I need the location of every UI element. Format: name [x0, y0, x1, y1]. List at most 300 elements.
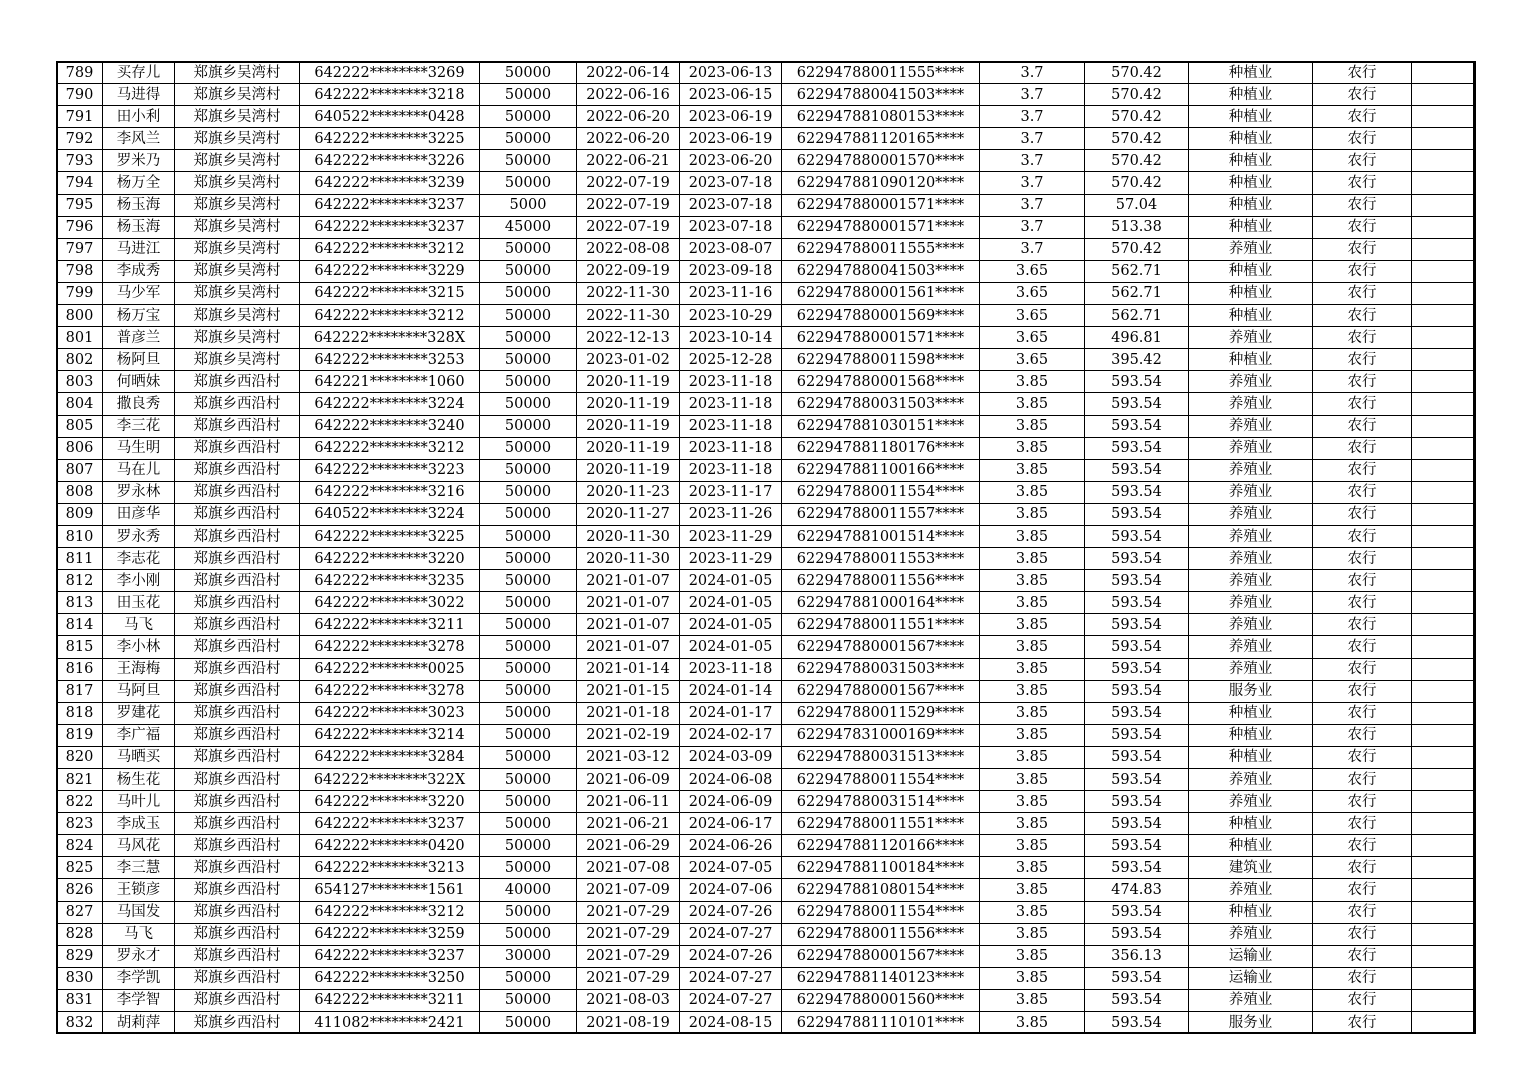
end-date-cell: 2023-08-07 — [680, 238, 782, 260]
loan-amount-cell: 5000 — [480, 194, 577, 216]
name-cell: 李成玉 — [103, 813, 175, 835]
industry-cell: 种植业 — [1189, 349, 1313, 371]
account-cell: 622947881120165**** — [782, 128, 980, 150]
seq-cell: 820 — [57, 746, 103, 768]
start-date-cell: 2021-06-21 — [577, 813, 680, 835]
seq-cell: 791 — [57, 106, 103, 128]
industry-cell: 建筑业 — [1189, 857, 1313, 879]
loan-amount-cell: 50000 — [480, 481, 577, 503]
table-row — [57, 415, 1476, 437]
village-cell: 郑旗乡西沿村 — [175, 525, 300, 547]
end-date-cell: 2023-11-18 — [680, 437, 782, 459]
rate-cell: 3.7 — [980, 150, 1085, 172]
seq-cell: 805 — [57, 415, 103, 437]
start-date-cell: 2022-07-19 — [577, 194, 680, 216]
end-date-cell: 2023-11-18 — [680, 459, 782, 481]
remark-cell — [1412, 879, 1476, 901]
table-row — [57, 702, 1476, 724]
name-cell: 何晒妹 — [103, 371, 175, 393]
account-cell: 622947881080154**** — [782, 879, 980, 901]
rate-cell: 3.7 — [980, 216, 1085, 238]
end-date-cell: 2024-07-06 — [680, 879, 782, 901]
account-cell: 622947881090120**** — [782, 172, 980, 194]
loan-amount-cell: 50000 — [480, 680, 577, 702]
loan-amount-cell: 50000 — [480, 238, 577, 260]
industry-cell: 养殖业 — [1189, 437, 1313, 459]
rate-cell: 3.65 — [980, 327, 1085, 349]
table-row — [57, 967, 1476, 989]
seq-cell: 806 — [57, 437, 103, 459]
interest-cell: 593.54 — [1085, 548, 1189, 570]
rate-cell: 3.85 — [980, 879, 1085, 901]
industry-cell: 养殖业 — [1189, 791, 1313, 813]
seq-cell: 813 — [57, 592, 103, 614]
seq-cell: 817 — [57, 680, 103, 702]
start-date-cell: 2022-06-21 — [577, 150, 680, 172]
name-cell: 李学智 — [103, 989, 175, 1011]
loan-amount-cell: 50000 — [480, 570, 577, 592]
end-date-cell: 2023-06-15 — [680, 84, 782, 106]
remark-cell — [1412, 349, 1476, 371]
bank-cell: 农行 — [1313, 791, 1412, 813]
remark-cell — [1412, 305, 1476, 327]
table-row — [57, 813, 1476, 835]
name-cell: 王海梅 — [103, 658, 175, 680]
village-cell: 郑旗乡吴湾村 — [175, 150, 300, 172]
name-cell: 李志花 — [103, 548, 175, 570]
interest-cell: 593.54 — [1085, 769, 1189, 791]
seq-cell: 793 — [57, 150, 103, 172]
table-row — [57, 548, 1476, 570]
end-date-cell: 2023-11-18 — [680, 371, 782, 393]
industry-cell: 种植业 — [1189, 62, 1313, 84]
id-number-cell: 642222********3278 — [300, 680, 480, 702]
table-row — [57, 260, 1476, 282]
loan-amount-cell: 50000 — [480, 62, 577, 84]
seq-cell: 821 — [57, 769, 103, 791]
id-number-cell: 642222********3211 — [300, 614, 480, 636]
rate-cell: 3.85 — [980, 481, 1085, 503]
industry-cell: 运输业 — [1189, 967, 1313, 989]
remark-cell — [1412, 128, 1476, 150]
village-cell: 郑旗乡西沿村 — [175, 592, 300, 614]
end-date-cell: 2023-11-18 — [680, 415, 782, 437]
loan-amount-cell: 50000 — [480, 415, 577, 437]
table-row — [57, 150, 1476, 172]
seq-cell: 799 — [57, 282, 103, 304]
remark-cell — [1412, 371, 1476, 393]
name-cell: 李小林 — [103, 636, 175, 658]
industry-cell: 种植业 — [1189, 172, 1313, 194]
id-number-cell: 654127********1561 — [300, 879, 480, 901]
name-cell: 马在儿 — [103, 459, 175, 481]
rate-cell: 3.7 — [980, 172, 1085, 194]
id-number-cell: 642222********3284 — [300, 746, 480, 768]
industry-cell: 种植业 — [1189, 282, 1313, 304]
village-cell: 郑旗乡西沿村 — [175, 658, 300, 680]
seq-cell: 808 — [57, 481, 103, 503]
remark-cell — [1412, 901, 1476, 923]
start-date-cell: 2022-06-14 — [577, 62, 680, 84]
account-cell: 622947880001571**** — [782, 194, 980, 216]
industry-cell: 养殖业 — [1189, 570, 1313, 592]
loan-amount-cell: 50000 — [480, 305, 577, 327]
name-cell: 李三慧 — [103, 857, 175, 879]
end-date-cell: 2023-09-18 — [680, 260, 782, 282]
interest-cell: 570.42 — [1085, 128, 1189, 150]
interest-cell: 593.54 — [1085, 658, 1189, 680]
village-cell: 郑旗乡西沿村 — [175, 945, 300, 967]
end-date-cell: 2023-06-13 — [680, 62, 782, 84]
village-cell: 郑旗乡西沿村 — [175, 437, 300, 459]
industry-cell: 种植业 — [1189, 746, 1313, 768]
start-date-cell: 2021-02-19 — [577, 724, 680, 746]
loan-amount-cell: 50000 — [480, 327, 577, 349]
interest-cell: 562.71 — [1085, 282, 1189, 304]
village-cell: 郑旗乡西沿村 — [175, 636, 300, 658]
name-cell: 田玉花 — [103, 592, 175, 614]
table-row — [57, 989, 1476, 1011]
industry-cell: 养殖业 — [1189, 393, 1313, 415]
industry-cell: 养殖业 — [1189, 614, 1313, 636]
bank-cell: 农行 — [1313, 746, 1412, 768]
village-cell: 郑旗乡西沿村 — [175, 989, 300, 1011]
start-date-cell: 2021-01-07 — [577, 614, 680, 636]
remark-cell — [1412, 592, 1476, 614]
start-date-cell: 2021-01-07 — [577, 636, 680, 658]
rate-cell: 3.85 — [980, 702, 1085, 724]
remark-cell — [1412, 481, 1476, 503]
interest-cell: 593.54 — [1085, 393, 1189, 415]
bank-cell: 农行 — [1313, 459, 1412, 481]
bank-cell: 农行 — [1313, 769, 1412, 791]
account-cell: 622947881001514**** — [782, 525, 980, 547]
start-date-cell: 2020-11-19 — [577, 371, 680, 393]
end-date-cell: 2024-01-05 — [680, 614, 782, 636]
id-number-cell: 642222********3211 — [300, 989, 480, 1011]
table-row — [57, 106, 1476, 128]
interest-cell: 593.54 — [1085, 746, 1189, 768]
seq-cell: 827 — [57, 901, 103, 923]
remark-cell — [1412, 967, 1476, 989]
interest-cell: 593.54 — [1085, 570, 1189, 592]
industry-cell: 养殖业 — [1189, 879, 1313, 901]
table-row — [57, 791, 1476, 813]
loan-amount-cell: 50000 — [480, 393, 577, 415]
start-date-cell: 2021-07-09 — [577, 879, 680, 901]
bank-cell: 农行 — [1313, 238, 1412, 260]
start-date-cell: 2021-03-12 — [577, 746, 680, 768]
end-date-cell: 2023-11-16 — [680, 282, 782, 304]
account-cell: 622947881180176**** — [782, 437, 980, 459]
industry-cell: 种植业 — [1189, 724, 1313, 746]
bank-cell: 农行 — [1313, 62, 1412, 84]
seq-cell: 822 — [57, 791, 103, 813]
loan-amount-cell: 50000 — [480, 658, 577, 680]
industry-cell: 养殖业 — [1189, 923, 1313, 945]
id-number-cell: 642222********3225 — [300, 128, 480, 150]
rate-cell: 3.85 — [980, 746, 1085, 768]
rate-cell: 3.85 — [980, 945, 1085, 967]
account-cell: 622947881030151**** — [782, 415, 980, 437]
table-row — [57, 503, 1476, 525]
rate-cell: 3.85 — [980, 525, 1085, 547]
table-row — [57, 879, 1476, 901]
bank-cell: 农行 — [1313, 393, 1412, 415]
interest-cell: 593.54 — [1085, 437, 1189, 459]
id-number-cell: 642222********3239 — [300, 172, 480, 194]
table-row — [57, 945, 1476, 967]
industry-cell: 种植业 — [1189, 128, 1313, 150]
loan-table — [56, 61, 1476, 1034]
bank-cell: 农行 — [1313, 967, 1412, 989]
id-number-cell: 642222********3240 — [300, 415, 480, 437]
interest-cell: 496.81 — [1085, 327, 1189, 349]
id-number-cell: 642222********3212 — [300, 238, 480, 260]
end-date-cell: 2024-08-15 — [680, 1012, 782, 1034]
village-cell: 郑旗乡西沿村 — [175, 415, 300, 437]
bank-cell: 农行 — [1313, 437, 1412, 459]
account-cell: 622947880031513**** — [782, 746, 980, 768]
start-date-cell: 2021-06-29 — [577, 835, 680, 857]
village-cell: 郑旗乡西沿村 — [175, 724, 300, 746]
interest-cell: 513.38 — [1085, 216, 1189, 238]
interest-cell: 593.54 — [1085, 1012, 1189, 1034]
name-cell: 杨玉海 — [103, 194, 175, 216]
loan-amount-cell: 50000 — [480, 746, 577, 768]
village-cell: 郑旗乡西沿村 — [175, 393, 300, 415]
start-date-cell: 2022-12-13 — [577, 327, 680, 349]
remark-cell — [1412, 570, 1476, 592]
bank-cell: 农行 — [1313, 106, 1412, 128]
account-cell: 622947880031503**** — [782, 658, 980, 680]
name-cell: 杨玉海 — [103, 216, 175, 238]
loan-amount-cell: 50000 — [480, 459, 577, 481]
id-number-cell: 642222********3229 — [300, 260, 480, 282]
id-number-cell: 642222********3225 — [300, 525, 480, 547]
industry-cell: 种植业 — [1189, 901, 1313, 923]
industry-cell: 养殖业 — [1189, 415, 1313, 437]
interest-cell: 593.54 — [1085, 680, 1189, 702]
seq-cell: 824 — [57, 835, 103, 857]
account-cell: 622947880011557**** — [782, 503, 980, 525]
village-cell: 郑旗乡吴湾村 — [175, 327, 300, 349]
loan-amount-cell: 40000 — [480, 879, 577, 901]
account-cell: 622947880011551**** — [782, 813, 980, 835]
rate-cell: 3.85 — [980, 791, 1085, 813]
table-row — [57, 923, 1476, 945]
table-row — [57, 393, 1476, 415]
remark-cell — [1412, 106, 1476, 128]
start-date-cell: 2021-08-03 — [577, 989, 680, 1011]
table-row — [57, 238, 1476, 260]
bank-cell: 农行 — [1313, 989, 1412, 1011]
loan-amount-cell: 50000 — [480, 1012, 577, 1034]
seq-cell: 823 — [57, 813, 103, 835]
village-cell: 郑旗乡西沿村 — [175, 614, 300, 636]
rate-cell: 3.7 — [980, 128, 1085, 150]
rate-cell: 3.65 — [980, 260, 1085, 282]
industry-cell: 养殖业 — [1189, 769, 1313, 791]
remark-cell — [1412, 84, 1476, 106]
id-number-cell: 642222********3237 — [300, 813, 480, 835]
bank-cell: 农行 — [1313, 901, 1412, 923]
interest-cell: 570.42 — [1085, 172, 1189, 194]
account-cell: 622947880001568**** — [782, 371, 980, 393]
bank-cell: 农行 — [1313, 835, 1412, 857]
village-cell: 郑旗乡西沿村 — [175, 901, 300, 923]
seq-cell: 792 — [57, 128, 103, 150]
start-date-cell: 2020-11-19 — [577, 415, 680, 437]
loan-amount-cell: 50000 — [480, 769, 577, 791]
industry-cell: 种植业 — [1189, 702, 1313, 724]
interest-cell: 593.54 — [1085, 415, 1189, 437]
interest-cell: 356.13 — [1085, 945, 1189, 967]
village-cell: 郑旗乡吴湾村 — [175, 194, 300, 216]
village-cell: 郑旗乡西沿村 — [175, 481, 300, 503]
id-number-cell: 642222********3259 — [300, 923, 480, 945]
rate-cell: 3.85 — [980, 614, 1085, 636]
remark-cell — [1412, 525, 1476, 547]
account-cell: 622947880001560**** — [782, 989, 980, 1011]
name-cell: 胡莉萍 — [103, 1012, 175, 1034]
end-date-cell: 2023-07-18 — [680, 194, 782, 216]
name-cell: 马晒买 — [103, 746, 175, 768]
interest-cell: 562.71 — [1085, 305, 1189, 327]
village-cell: 郑旗乡西沿村 — [175, 791, 300, 813]
remark-cell — [1412, 327, 1476, 349]
interest-cell: 562.71 — [1085, 260, 1189, 282]
remark-cell — [1412, 945, 1476, 967]
village-cell: 郑旗乡西沿村 — [175, 835, 300, 857]
rate-cell: 3.85 — [980, 548, 1085, 570]
loan-amount-cell: 50000 — [480, 857, 577, 879]
rate-cell: 3.65 — [980, 305, 1085, 327]
bank-cell: 农行 — [1313, 128, 1412, 150]
name-cell: 罗米乃 — [103, 150, 175, 172]
end-date-cell: 2023-11-26 — [680, 503, 782, 525]
interest-cell: 57.04 — [1085, 194, 1189, 216]
village-cell: 郑旗乡西沿村 — [175, 1012, 300, 1034]
industry-cell: 养殖业 — [1189, 989, 1313, 1011]
loan-amount-cell: 50000 — [480, 503, 577, 525]
account-cell: 622947881120166**** — [782, 835, 980, 857]
id-number-cell: 642222********322X — [300, 769, 480, 791]
start-date-cell: 2021-01-07 — [577, 570, 680, 592]
table-row — [57, 636, 1476, 658]
interest-cell: 593.54 — [1085, 724, 1189, 746]
end-date-cell: 2024-06-26 — [680, 835, 782, 857]
village-cell: 郑旗乡吴湾村 — [175, 305, 300, 327]
name-cell: 杨阿旦 — [103, 349, 175, 371]
table-row — [57, 62, 1476, 84]
seq-cell: 801 — [57, 327, 103, 349]
seq-cell: 797 — [57, 238, 103, 260]
id-number-cell: 642222********3215 — [300, 282, 480, 304]
interest-cell: 474.83 — [1085, 879, 1189, 901]
village-cell: 郑旗乡西沿村 — [175, 680, 300, 702]
start-date-cell: 2021-01-14 — [577, 658, 680, 680]
name-cell: 马进江 — [103, 238, 175, 260]
loan-amount-cell: 50000 — [480, 923, 577, 945]
table-row — [57, 481, 1476, 503]
loan-amount-cell: 50000 — [480, 282, 577, 304]
start-date-cell: 2022-07-19 — [577, 216, 680, 238]
name-cell: 马进得 — [103, 84, 175, 106]
account-cell: 622947880031503**** — [782, 393, 980, 415]
account-cell: 622947880031514**** — [782, 791, 980, 813]
loan-amount-cell: 50000 — [480, 636, 577, 658]
name-cell: 李成秀 — [103, 260, 175, 282]
account-cell: 622947880011553**** — [782, 548, 980, 570]
bank-cell: 农行 — [1313, 614, 1412, 636]
name-cell: 马国发 — [103, 901, 175, 923]
bank-cell: 农行 — [1313, 503, 1412, 525]
industry-cell: 种植业 — [1189, 106, 1313, 128]
bank-cell: 农行 — [1313, 282, 1412, 304]
remark-cell — [1412, 260, 1476, 282]
account-cell: 622947881140123**** — [782, 967, 980, 989]
table-row — [57, 857, 1476, 879]
id-number-cell: 642222********3253 — [300, 349, 480, 371]
remark-cell — [1412, 150, 1476, 172]
id-number-cell: 642222********3212 — [300, 437, 480, 459]
account-cell: 622947880011598**** — [782, 349, 980, 371]
name-cell: 李小刚 — [103, 570, 175, 592]
rate-cell: 3.7 — [980, 194, 1085, 216]
industry-cell: 养殖业 — [1189, 459, 1313, 481]
remark-cell — [1412, 857, 1476, 879]
name-cell: 马生明 — [103, 437, 175, 459]
table-row — [57, 194, 1476, 216]
account-cell: 622947880001570**** — [782, 150, 980, 172]
bank-cell: 农行 — [1313, 724, 1412, 746]
seq-cell: 810 — [57, 525, 103, 547]
interest-cell: 593.54 — [1085, 592, 1189, 614]
village-cell: 郑旗乡西沿村 — [175, 923, 300, 945]
rate-cell: 3.85 — [980, 989, 1085, 1011]
bank-cell: 农行 — [1313, 702, 1412, 724]
loan-amount-cell: 50000 — [480, 84, 577, 106]
bank-cell: 农行 — [1313, 349, 1412, 371]
seq-cell: 807 — [57, 459, 103, 481]
loan-amount-cell: 50000 — [480, 813, 577, 835]
table-row — [57, 172, 1476, 194]
rate-cell: 3.85 — [980, 835, 1085, 857]
start-date-cell: 2022-07-19 — [577, 172, 680, 194]
end-date-cell: 2023-07-18 — [680, 172, 782, 194]
seq-cell: 796 — [57, 216, 103, 238]
rate-cell: 3.85 — [980, 923, 1085, 945]
account-cell: 622947880001567**** — [782, 636, 980, 658]
rate-cell: 3.85 — [980, 437, 1085, 459]
seq-cell: 802 — [57, 349, 103, 371]
id-number-cell: 642222********3022 — [300, 592, 480, 614]
seq-cell: 815 — [57, 636, 103, 658]
village-cell: 郑旗乡西沿村 — [175, 746, 300, 768]
id-number-cell: 642222********3224 — [300, 393, 480, 415]
seq-cell: 832 — [57, 1012, 103, 1034]
interest-cell: 593.54 — [1085, 857, 1189, 879]
rate-cell: 3.85 — [980, 503, 1085, 525]
loan-amount-cell: 50000 — [480, 128, 577, 150]
account-cell: 622947880001567**** — [782, 945, 980, 967]
id-number-cell: 642222********3023 — [300, 702, 480, 724]
rate-cell: 3.85 — [980, 680, 1085, 702]
start-date-cell: 2021-07-08 — [577, 857, 680, 879]
start-date-cell: 2020-11-19 — [577, 437, 680, 459]
end-date-cell: 2024-01-05 — [680, 570, 782, 592]
